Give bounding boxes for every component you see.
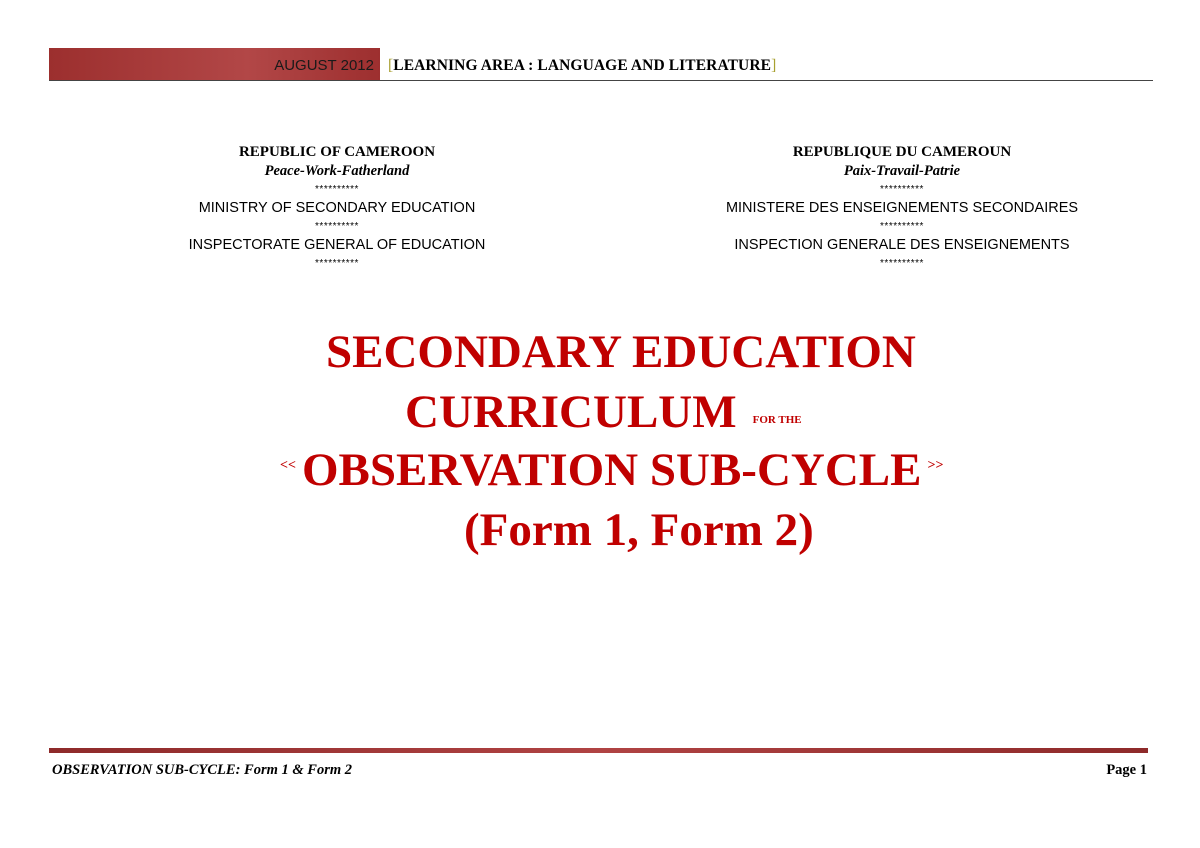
title-line-3 [274,443,949,497]
header-learning-area [388,57,776,75]
inspectorate-en: INSPECTORATE GENERAL OF EDUCATION [188,237,486,253]
title-line-4: (Form 1, Form 2) [464,504,814,556]
ministry-fr: MINISTERE DES ENSEIGNEMENTS SECONDAIRES [725,200,1079,216]
separator: ********** [880,221,924,232]
motto-en: Peace-Work-Fatherland [264,163,410,179]
footer-rule [49,748,1148,753]
title-open-quote: << [280,458,296,473]
header-date: AUGUST 2012 [274,57,374,74]
page-number: Page 1 [1106,762,1147,778]
title-line-1: SECONDARY EDUCATION [326,326,916,378]
title-for-the: FOR THE [752,414,802,426]
motto-fr: Paix-Travail-Patrie [843,163,961,179]
separator: ********** [315,221,359,232]
inspectorate-fr: INSPECTION GENERALE DES ENSEIGNEMENTS [734,237,1070,253]
learning-area-text: LEARNING AREA : LANGUAGE AND LITERATURE [393,57,772,74]
country-name-en: REPUBLIC OF CAMEROON [238,144,436,160]
bracket-close: ] [771,57,777,74]
bracket-open: [ [388,57,394,74]
left-ministry-block [117,143,557,273]
footer-title: OBSERVATION SUB-CYCLE: Form 1 & Form 2 [52,762,353,778]
ministry-en: MINISTRY OF SECONDARY EDUCATION [198,200,476,216]
separator: ********** [880,184,924,195]
separator: ********** [880,258,924,269]
title-close-quote: >> [927,458,944,473]
country-name-fr: REPUBLIQUE DU CAMEROUN [792,144,1012,160]
separator: ********** [315,184,359,195]
separator: ********** [315,258,359,269]
right-ministry-block [682,143,1122,273]
title-observation: OBSERVATION SUB-CYCLE [301,444,922,496]
title-curriculum: CURRICULUM [405,386,737,438]
title-line-2 [405,385,802,439]
header-rule [49,80,1153,81]
